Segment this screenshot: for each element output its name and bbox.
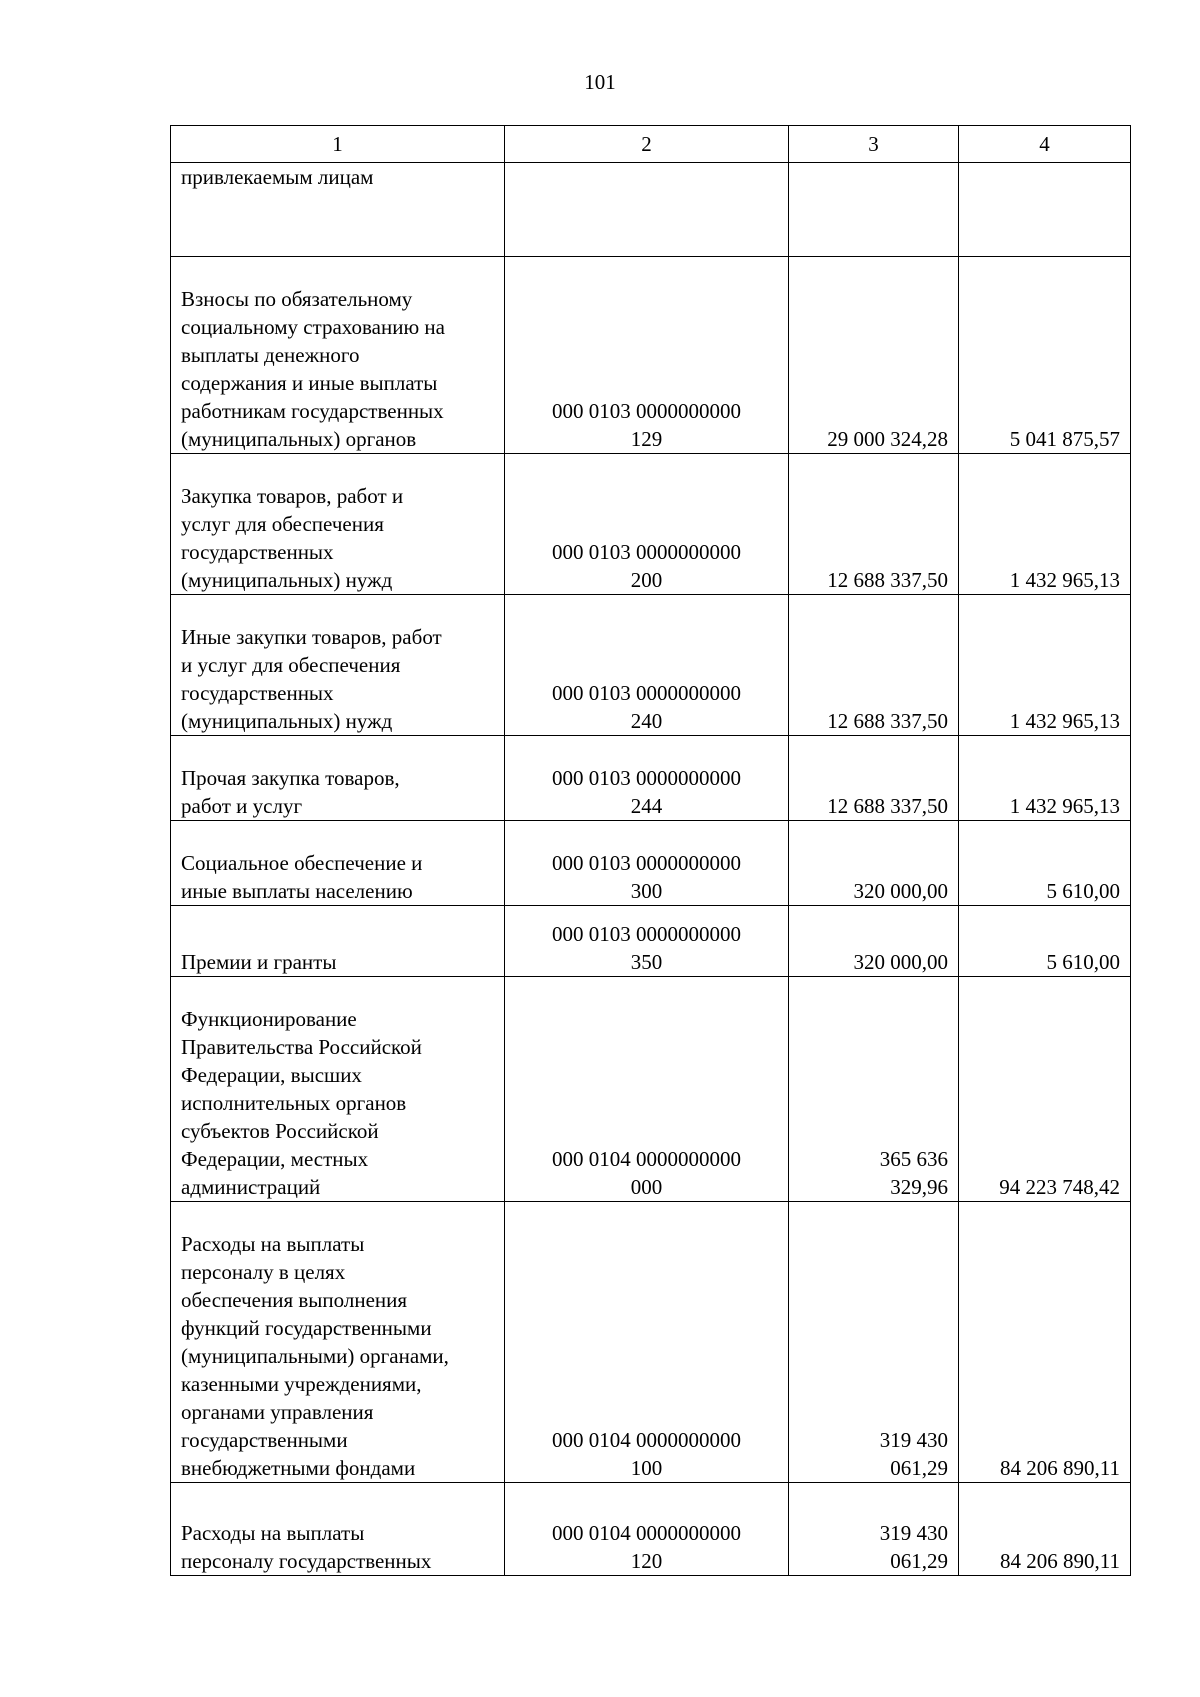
row-value-col3-line: 061,29 bbox=[890, 1549, 948, 1573]
row-value-col3-line: 320 000,00 bbox=[853, 950, 948, 974]
row-value-col3-cell bbox=[789, 257, 959, 454]
row-name-line: (муниципальных) нужд bbox=[181, 709, 393, 733]
row-code-line: 300 bbox=[630, 879, 663, 903]
row-code-line: 129 bbox=[630, 427, 663, 451]
row-code-line: 000 0103 0000000000 bbox=[552, 766, 741, 790]
row-name-cell bbox=[171, 454, 505, 595]
row-code-cell bbox=[505, 163, 789, 257]
row-code-cell bbox=[505, 736, 789, 821]
row-code-line: 000 0103 0000000000 bbox=[552, 681, 741, 705]
row-name-line: субъектов Российской bbox=[181, 1119, 379, 1143]
row-value-col4-cell bbox=[959, 257, 1131, 454]
row-name-line: персоналу государственных bbox=[181, 1549, 432, 1573]
row-name-line: Расходы на выплаты bbox=[181, 1232, 365, 1256]
row-value-col4-line: 84 206 890,11 bbox=[1000, 1549, 1120, 1573]
table-row bbox=[171, 163, 1131, 257]
row-value-col4-line: 5 610,00 bbox=[1046, 879, 1120, 903]
row-value-col3-line: 319 430 bbox=[879, 1521, 948, 1545]
table-row bbox=[171, 977, 1131, 1202]
row-name-line: выплаты денежного bbox=[181, 343, 360, 367]
row-value-col3-cell bbox=[789, 906, 959, 977]
row-value-col4-line: 1 432 965,13 bbox=[1009, 568, 1120, 592]
row-name-cell bbox=[171, 977, 505, 1202]
row-value-col4-cell bbox=[959, 977, 1131, 1202]
row-value-col3-cell bbox=[789, 821, 959, 906]
row-value-col3-line: 12 688 337,50 bbox=[827, 568, 948, 592]
row-name-line: государственных bbox=[181, 540, 334, 564]
row-name-line: внебюджетными фондами bbox=[181, 1456, 416, 1480]
table-row bbox=[171, 906, 1131, 977]
row-value-col3-line: 29 000 324,28 bbox=[827, 427, 948, 451]
table-row bbox=[171, 1483, 1131, 1576]
column-header-3: 3 bbox=[789, 126, 959, 163]
row-name-line: работникам государственных bbox=[181, 399, 444, 423]
row-code-cell bbox=[505, 1202, 789, 1483]
row-name-line: органами управления bbox=[181, 1400, 374, 1424]
table-header-row bbox=[171, 126, 1131, 163]
row-name-line: Закупка товаров, работ и bbox=[181, 484, 404, 508]
table-row bbox=[171, 736, 1131, 821]
row-name-line: (муниципальных) нужд bbox=[181, 568, 393, 592]
row-name-cell bbox=[171, 736, 505, 821]
row-name-line: социальному страхованию на bbox=[181, 315, 445, 339]
row-code-line: 000 0103 0000000000 bbox=[552, 851, 741, 875]
page-number: 101 bbox=[584, 70, 616, 94]
row-value-col3-cell bbox=[789, 454, 959, 595]
table-row bbox=[171, 1202, 1131, 1483]
row-name-line: (муниципальных) органов bbox=[181, 427, 417, 451]
row-name-cell bbox=[171, 1202, 505, 1483]
row-value-col3-line: 365 636 bbox=[879, 1147, 948, 1171]
row-name-line: Правительства Российской bbox=[181, 1035, 422, 1059]
row-name-line: Взносы по обязательному bbox=[181, 287, 413, 311]
row-code-cell bbox=[505, 906, 789, 977]
row-value-col3-line: 12 688 337,50 bbox=[827, 794, 948, 818]
row-code-cell bbox=[505, 257, 789, 454]
row-code-cell bbox=[505, 977, 789, 1202]
row-name-line: Премии и гранты bbox=[181, 950, 337, 974]
row-value-col4-line: 5 041 875,57 bbox=[1009, 427, 1120, 451]
row-code-cell bbox=[505, 821, 789, 906]
budget-table bbox=[170, 125, 1131, 1576]
row-name-line: администраций bbox=[181, 1175, 321, 1199]
row-name-line: Федерации, местных bbox=[181, 1147, 369, 1171]
column-header-4: 4 bbox=[959, 126, 1131, 163]
row-name-line: Функционирование bbox=[181, 1007, 357, 1031]
row-value-col3-cell bbox=[789, 1202, 959, 1483]
row-name-line: Федерации, высших bbox=[181, 1063, 362, 1087]
row-name-line: Прочая закупка товаров, bbox=[181, 766, 400, 790]
row-code-line: 244 bbox=[630, 794, 663, 818]
row-value-col3-cell bbox=[789, 1483, 959, 1576]
row-value-col4-cell bbox=[959, 736, 1131, 821]
row-value-col3-line: 329,96 bbox=[890, 1175, 948, 1199]
row-code-cell bbox=[505, 454, 789, 595]
table-body bbox=[171, 126, 1131, 1576]
row-name-cell bbox=[171, 1483, 505, 1576]
row-name-line: Социальное обеспечение и bbox=[181, 851, 423, 875]
table-row bbox=[171, 821, 1131, 906]
row-code-cell bbox=[505, 595, 789, 736]
row-value-col4-line: 84 206 890,11 bbox=[1000, 1456, 1120, 1480]
row-value-col3-cell bbox=[789, 163, 959, 257]
row-name-cell bbox=[171, 257, 505, 454]
row-value-col3-line: 319 430 bbox=[879, 1428, 948, 1452]
row-name-line: содержания и иные выплаты bbox=[181, 371, 438, 395]
row-value-col4-cell bbox=[959, 1202, 1131, 1483]
row-code-line: 100 bbox=[630, 1456, 663, 1480]
row-code-line: 000 0103 0000000000 bbox=[552, 399, 741, 423]
row-code-line: 350 bbox=[630, 950, 663, 974]
row-code-line: 200 bbox=[630, 568, 663, 592]
row-code-line: 000 0103 0000000000 bbox=[552, 540, 741, 564]
row-name-line: персоналу в целях bbox=[181, 1260, 346, 1284]
row-code-line: 000 0104 0000000000 bbox=[552, 1147, 741, 1171]
row-value-col4-cell bbox=[959, 595, 1131, 736]
row-code-line: 120 bbox=[630, 1549, 663, 1573]
row-name-line: функций государственными bbox=[181, 1316, 432, 1340]
table-row bbox=[171, 454, 1131, 595]
row-name-line: обеспечения выполнения bbox=[181, 1288, 408, 1312]
row-value-col4-cell bbox=[959, 454, 1131, 595]
row-name-line: государственных bbox=[181, 681, 334, 705]
row-value-col4-cell bbox=[959, 821, 1131, 906]
row-code-line: 000 0104 0000000000 bbox=[552, 1428, 741, 1452]
table-row bbox=[171, 595, 1131, 736]
row-value-col3-line: 12 688 337,50 bbox=[827, 709, 948, 733]
row-name-line: услуг для обеспечения bbox=[181, 512, 384, 536]
row-name-line: казенными учреждениями, bbox=[181, 1372, 422, 1396]
row-value-col4-line: 94 223 748,42 bbox=[999, 1175, 1120, 1199]
row-code-cell bbox=[505, 1483, 789, 1576]
row-code-line: 240 bbox=[630, 709, 663, 733]
row-value-col3-line: 061,29 bbox=[890, 1456, 948, 1480]
row-name-cell bbox=[171, 906, 505, 977]
row-name-line: иные выплаты населению bbox=[181, 879, 413, 903]
row-value-col4-line: 1 432 965,13 bbox=[1009, 794, 1120, 818]
row-name-line: (муниципальными) органами, bbox=[181, 1344, 449, 1368]
row-code-line: 000 bbox=[630, 1175, 663, 1199]
row-value-col4-line: 5 610,00 bbox=[1046, 950, 1120, 974]
row-code-line: 000 0104 0000000000 bbox=[552, 1521, 741, 1545]
table-row bbox=[171, 257, 1131, 454]
row-name-line: исполнительных органов bbox=[181, 1091, 407, 1115]
row-name-cell bbox=[171, 821, 505, 906]
row-name-cell bbox=[171, 163, 505, 257]
row-value-col4-cell bbox=[959, 1483, 1131, 1576]
row-value-col3-cell bbox=[789, 977, 959, 1202]
row-value-col4-cell bbox=[959, 906, 1131, 977]
row-value-col3-cell bbox=[789, 595, 959, 736]
row-name-line: и услуг для обеспечения bbox=[181, 653, 401, 677]
row-value-col3-line: 320 000,00 bbox=[853, 879, 948, 903]
row-name-line: Расходы на выплаты bbox=[181, 1521, 365, 1545]
row-value-col3-cell bbox=[789, 736, 959, 821]
row-name-cell bbox=[171, 595, 505, 736]
row-name-line: работ и услуг bbox=[181, 794, 303, 818]
row-name-line: привлекаемым лицам bbox=[181, 165, 374, 189]
row-value-col4-cell bbox=[959, 163, 1131, 257]
row-value-col4-line: 1 432 965,13 bbox=[1009, 709, 1120, 733]
row-code-line: 000 0103 0000000000 bbox=[552, 922, 741, 946]
column-header-1: 1 bbox=[171, 126, 505, 163]
row-name-line: Иные закупки товаров, работ bbox=[181, 625, 442, 649]
row-name-line: государственными bbox=[181, 1428, 348, 1452]
column-header-2: 2 bbox=[505, 126, 789, 163]
